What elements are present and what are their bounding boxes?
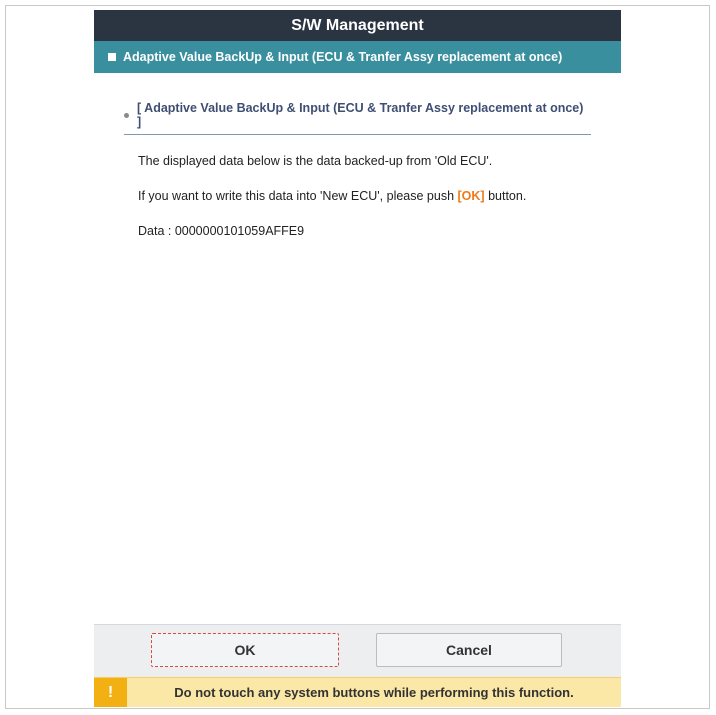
function-header-label: Adaptive Value BackUp & Input (ECU & Tranfer Assy replacement at once) (123, 50, 563, 64)
ok-button-label: OK (234, 642, 256, 658)
square-bullet-icon (108, 53, 116, 61)
instruction-text (124, 152, 591, 240)
data-label: Data : (138, 224, 175, 238)
cancel-button[interactable] (376, 633, 562, 667)
instruction-line-2 (138, 187, 591, 205)
data-readout (138, 222, 591, 240)
warning-bar (94, 677, 621, 707)
exclamation-icon: ! (94, 678, 127, 707)
footer-bar (94, 624, 621, 707)
section-title-row (124, 101, 591, 135)
function-header (94, 41, 621, 73)
sw-management-screen (94, 10, 621, 706)
instruction-line-2-suffix: button. (484, 189, 527, 203)
warning-text: Do not touch any system buttons while performing this function. (174, 685, 574, 700)
window-title: S/W Management (291, 16, 424, 34)
instruction-line-2-prefix: If you want to write this data into 'New ECU', please push (138, 189, 458, 203)
data-value: 0000000101059AFFE9 (174, 224, 305, 238)
instruction-line-1: The displayed data below is the data backed-up from 'Old ECU'. (138, 154, 493, 168)
title-bar (94, 10, 621, 41)
section-title: [ Adaptive Value BackUp & Input (ECU & Tranfer Assy replacement at once) ] (137, 101, 584, 129)
cancel-button-label: Cancel (446, 642, 492, 658)
ok-button[interactable] (151, 633, 339, 667)
dot-bullet-icon (124, 113, 129, 118)
ok-highlight: [OK] (457, 189, 485, 203)
content-section (124, 101, 591, 240)
